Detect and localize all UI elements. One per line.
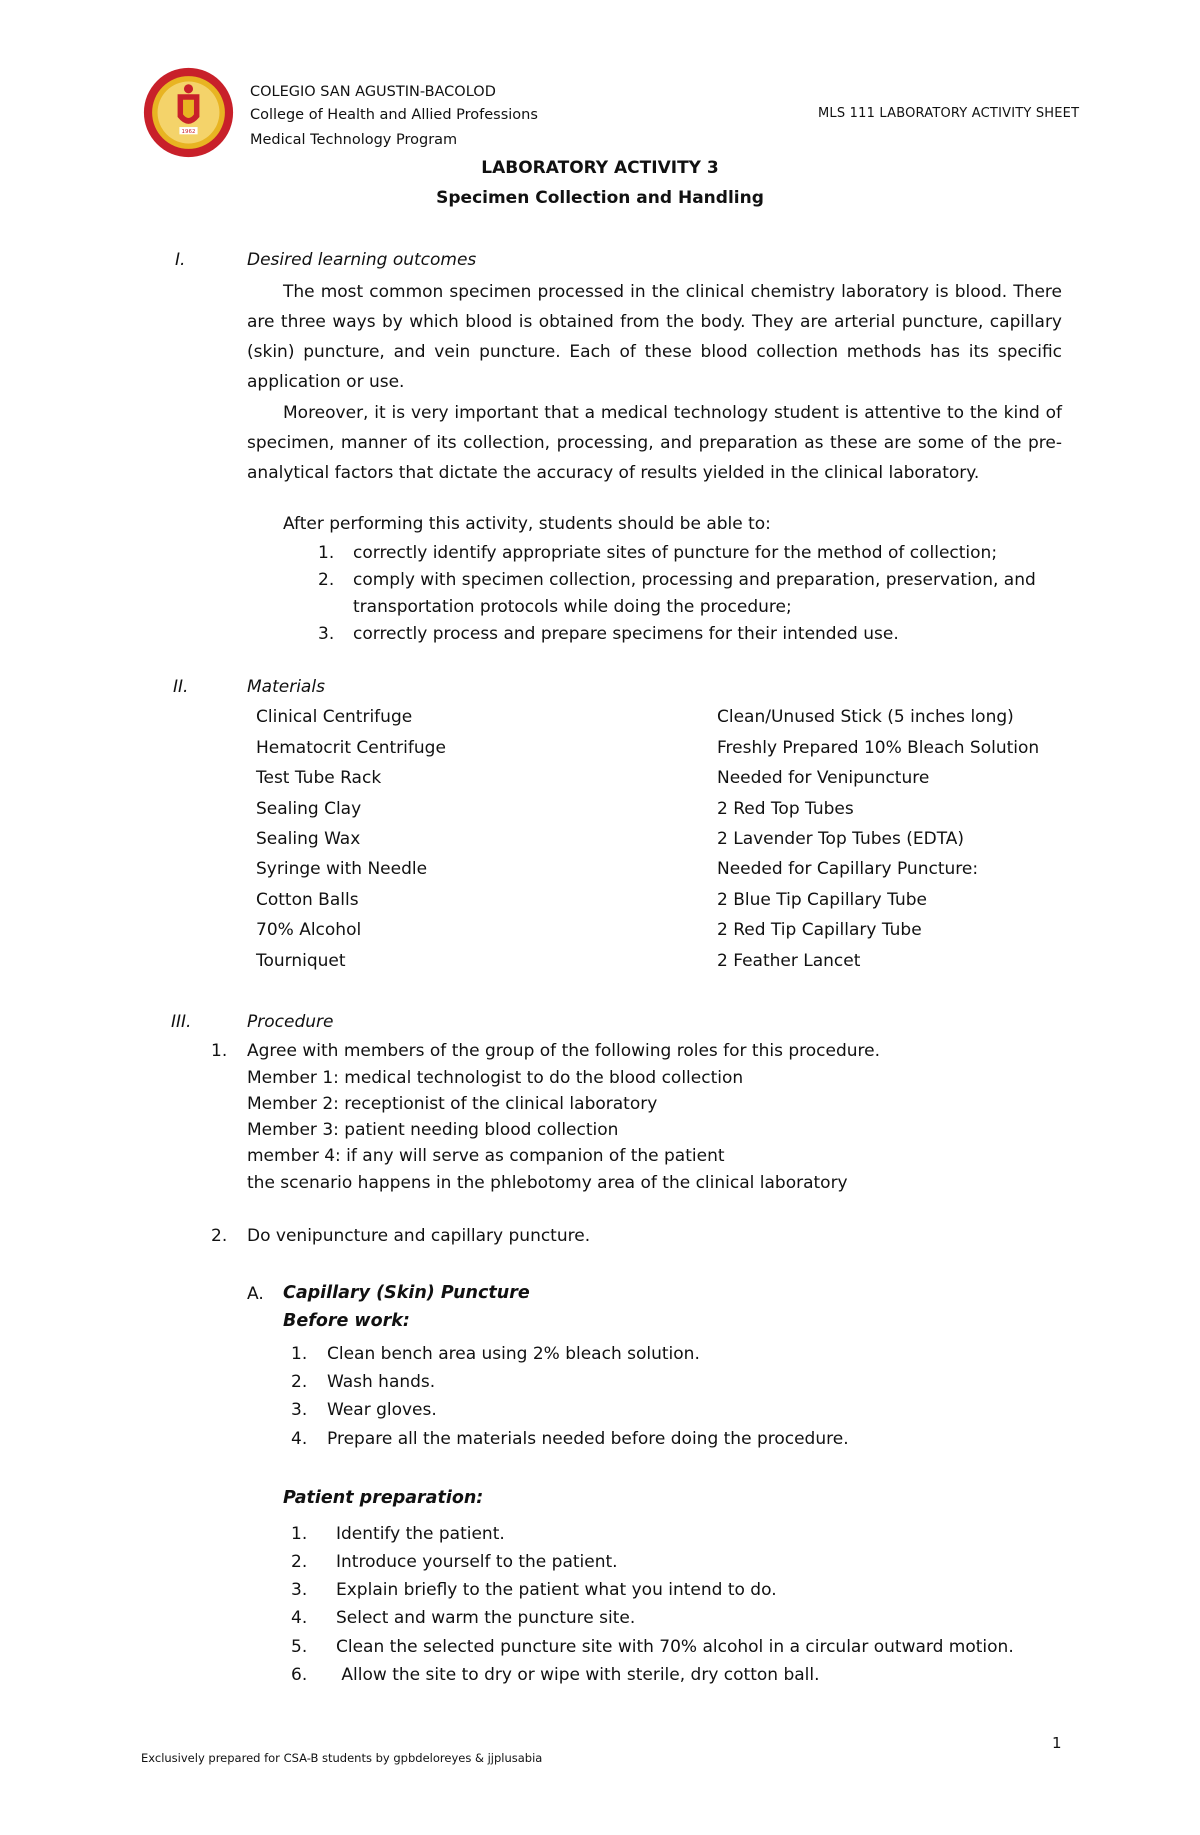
list-number: 2. bbox=[291, 1372, 308, 1392]
list-number: 3. bbox=[291, 1400, 308, 1420]
material-item: Sealing Clay bbox=[256, 799, 362, 819]
activity-subtitle: Specimen Collection and Handling bbox=[436, 188, 764, 208]
section-3-heading: Procedure bbox=[247, 1012, 334, 1032]
patient-preparation-label: Patient preparation: bbox=[283, 1488, 484, 1508]
material-subheading: Needed for Venipuncture bbox=[717, 768, 930, 788]
section-1-number: I. bbox=[175, 250, 186, 270]
outcome-text: comply with specimen collection, processing and preparation, preservation, and bbox=[353, 570, 1036, 590]
list-number: 3. bbox=[291, 1580, 308, 1600]
list-number: 4. bbox=[291, 1608, 308, 1628]
role-line: Member 1: medical technologist to do the blood collection bbox=[247, 1068, 744, 1088]
list-item: Clean the selected puncture site with 70% alcohol in a circular outward motion. bbox=[336, 1637, 1014, 1657]
material-item: Clinical Centrifuge bbox=[256, 707, 413, 727]
list-item: Introduce yourself to the patient. bbox=[336, 1552, 618, 1572]
material-item: Freshly Prepared 10% Bleach Solution bbox=[717, 738, 1040, 758]
section-2-number: II. bbox=[173, 677, 189, 697]
list-number: 5. bbox=[291, 1637, 308, 1657]
school-seal-logo bbox=[143, 67, 234, 158]
outcomes-paragraph-1: The most common specimen processed in the clinical chemistry laboratory is blood. There are three ways by which blood is obtained from the body. They are arterial puncture, capillary (skin) puncture, and vein puncture. Each of these blood collection methods has its specific application or use. bbox=[247, 282, 1062, 392]
list-number: 1. bbox=[291, 1344, 308, 1364]
material-item: 70% Alcohol bbox=[256, 920, 362, 940]
list-number: 2. bbox=[291, 1552, 308, 1572]
material-item: 2 Red Tip Capillary Tube bbox=[717, 920, 922, 940]
role-line: Member 2: receptionist of the clinical laboratory bbox=[247, 1094, 658, 1114]
list-item: Clean bench area using 2% bleach solution. bbox=[327, 1344, 700, 1364]
school-name: COLEGIO SAN AGUSTIN-BACOLOD bbox=[250, 84, 496, 100]
subsection-letter: A. bbox=[247, 1284, 264, 1304]
material-item: Clean/Unused Stick (5 inches long) bbox=[717, 707, 1014, 727]
material-item: Syringe with Needle bbox=[256, 859, 428, 879]
page-number: 1 bbox=[1052, 1734, 1062, 1752]
list-item: Select and warm the puncture site. bbox=[336, 1608, 636, 1628]
outcome-number: 3. bbox=[318, 624, 335, 644]
procedure-step-number: 1. bbox=[211, 1041, 228, 1061]
procedure-step-text: Agree with members of the group of the following roles for this procedure. bbox=[247, 1041, 881, 1061]
outcomes-intro: After performing this activity, students should be able to: bbox=[283, 514, 771, 534]
material-item: Tourniquet bbox=[256, 951, 346, 971]
role-line: Member 3: patient needing blood collection bbox=[247, 1120, 619, 1140]
section-2-heading: Materials bbox=[247, 677, 325, 697]
list-item: Explain briefly to the patient what you intend to do. bbox=[336, 1580, 777, 1600]
svg-text:1962: 1962 bbox=[181, 128, 196, 135]
material-item: 2 Lavender Top Tubes (EDTA) bbox=[717, 829, 965, 849]
list-item: Identify the patient. bbox=[336, 1524, 505, 1544]
list-item: Wear gloves. bbox=[327, 1400, 437, 1420]
list-number: 4. bbox=[291, 1429, 308, 1449]
outcome-number: 1. bbox=[318, 543, 335, 563]
list-item: Allow the site to dry or wipe with sterile, dry cotton ball. bbox=[336, 1665, 820, 1685]
material-item: 2 Red Top Tubes bbox=[717, 799, 854, 819]
outcomes-paragraph-2: Moreover, it is very important that a medical technology student is attentive to the kind of specimen, manner of its collection, processing, and preparation as these are some of the pre-analytical factors that dictate the accuracy of results yielded in the clinical laboratory. bbox=[247, 403, 1062, 483]
scenario-line: the scenario happens in the phlebotomy area of the clinical laboratory bbox=[247, 1173, 848, 1193]
procedure-step-text: Do venipuncture and capillary puncture. bbox=[247, 1226, 591, 1246]
outcome-number: 2. bbox=[318, 570, 335, 590]
material-item: Sealing Wax bbox=[256, 829, 361, 849]
before-work-label: Before work: bbox=[283, 1311, 410, 1331]
college-name: College of Health and Allied Professions bbox=[250, 107, 538, 123]
sheet-label: MLS 111 LABORATORY ACTIVITY SHEET bbox=[818, 106, 1080, 121]
list-item: Wash hands. bbox=[327, 1372, 436, 1392]
activity-title: LABORATORY ACTIVITY 3 bbox=[481, 158, 719, 178]
outcome-text: correctly process and prepare specimens for their intended use. bbox=[353, 624, 899, 644]
material-item: 2 Feather Lancet bbox=[717, 951, 861, 971]
program-name: Medical Technology Program bbox=[250, 132, 458, 148]
role-line: member 4: if any will serve as companion of the patient bbox=[247, 1146, 725, 1166]
outcome-text: correctly identify appropriate sites of puncture for the method of collection; bbox=[353, 543, 998, 563]
material-subheading: Needed for Capillary Puncture: bbox=[717, 859, 979, 879]
list-number: 6. bbox=[291, 1665, 308, 1685]
material-item: Cotton Balls bbox=[256, 890, 359, 910]
material-item: Hematocrit Centrifuge bbox=[256, 738, 446, 758]
material-item: Test Tube Rack bbox=[256, 768, 382, 788]
material-item: 2 Blue Tip Capillary Tube bbox=[717, 890, 927, 910]
subsection-title: Capillary (Skin) Puncture bbox=[283, 1283, 530, 1303]
footer-credit: Exclusively prepared for CSA-B students by gpbdeloreyes & jjplusabia bbox=[141, 1751, 543, 1765]
procedure-step-number: 2. bbox=[211, 1226, 228, 1246]
list-item: Prepare all the materials needed before doing the procedure. bbox=[327, 1429, 849, 1449]
list-number: 1. bbox=[291, 1524, 308, 1544]
outcome-text-continued: transportation protocols while doing the procedure; bbox=[353, 597, 792, 617]
section-1-heading: Desired learning outcomes bbox=[247, 250, 477, 270]
section-3-number: III. bbox=[171, 1012, 192, 1032]
